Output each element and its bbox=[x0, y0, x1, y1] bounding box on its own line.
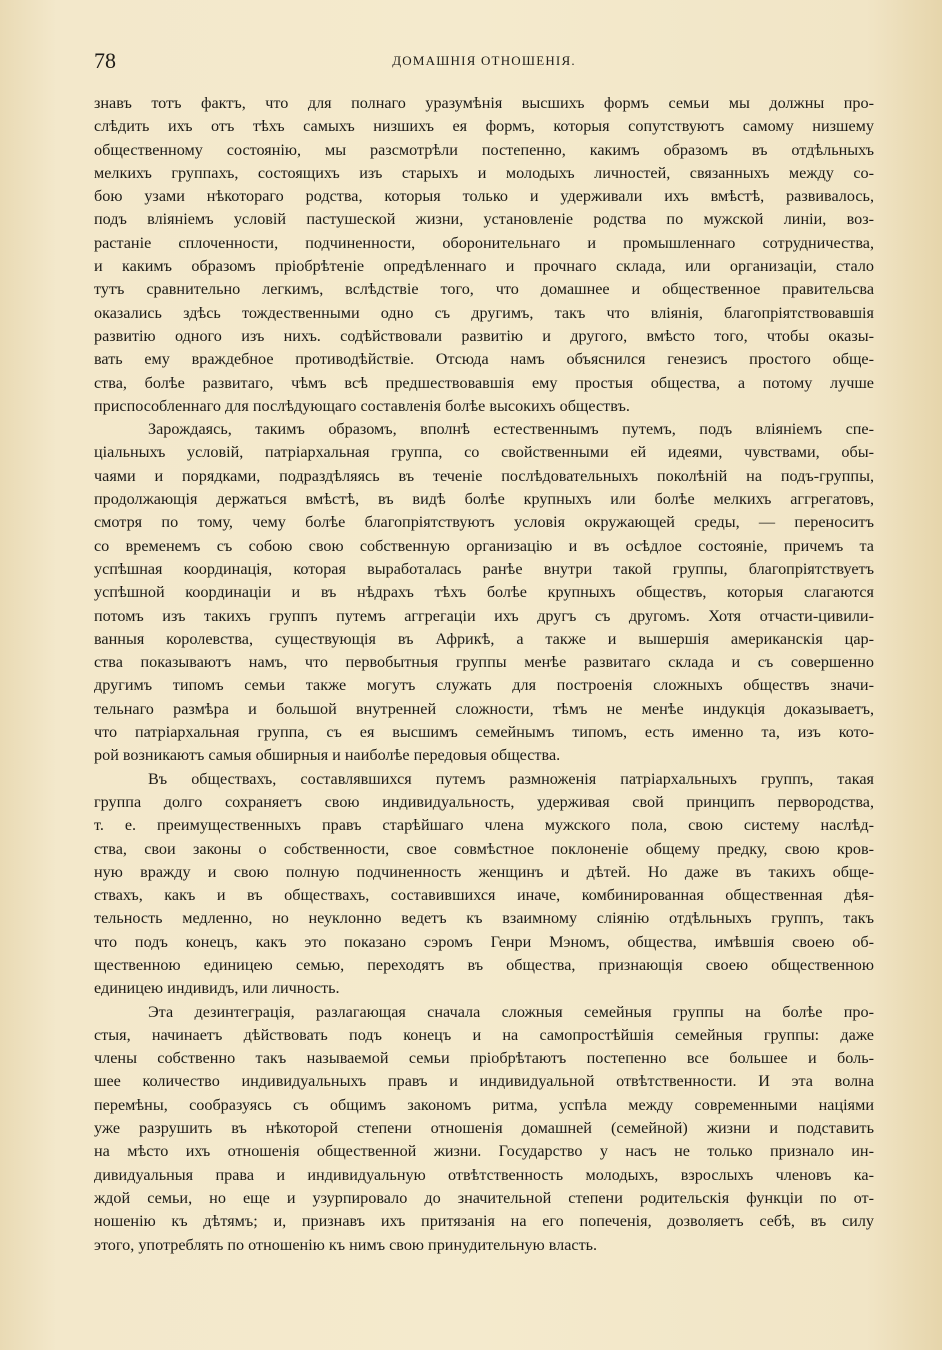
paragraph bbox=[94, 92, 874, 418]
text-line: что патріархальная группа, съ ея высшимъ семейнымъ типомъ, есть именно та, изъ кото- bbox=[94, 723, 874, 742]
text-line: ношенію къ дѣтямъ; и, признавъ ихъ притязанія на его попеченія, дозволяетъ себѣ, въ силу bbox=[94, 1212, 874, 1231]
text-line: бою узами нѣкотораго родства, которыя только и удерживали ихъ вмѣстѣ, развивалось, bbox=[94, 187, 874, 206]
text-line: рой возникаютъ самыя обширныя и наиболѣе передовыя общества. bbox=[94, 746, 561, 765]
text-line: дивидуальныя права и индивидуальную отвѣтственность молодыхъ, взрослыхъ членовъ ка- bbox=[94, 1165, 874, 1184]
page-number: 78 bbox=[94, 48, 116, 73]
text-line: другимъ типомъ семьи также могутъ служать для построенія сложныхъ обществъ значи- bbox=[94, 676, 874, 695]
text-line: успѣшной координаціи и въ нѣдрахъ тѣхъ болѣе крупныхъ обществъ, которыя слагаются bbox=[94, 583, 874, 602]
text-line: общественному состоянію, мы разсмотрѣли постепенно, какимъ образомъ въ отдѣльныхъ bbox=[94, 140, 874, 159]
text-line: успѣшная координація, которая выработалась ранѣе внутри такой группы, благопріятствуетъ bbox=[94, 559, 874, 578]
text-line: вать ему враждебное противодѣйствіе. Отсюда намъ объяснился генезисъ простого обще- bbox=[94, 350, 874, 369]
text-line: растаніе сплоченности, подчиненности, оборонительнаго и промышленнаго сотрудничества, bbox=[94, 233, 874, 252]
text-line: ждой семьи, но еще и узурпировало до значительной степени родительскія функціи по от- bbox=[94, 1188, 874, 1207]
body-text bbox=[94, 92, 874, 1257]
text-line: этого, употреблять по отношенію къ нимъ свою принудительную власть. bbox=[94, 1235, 598, 1254]
text-line: ства, болѣе развитаго, чѣмъ всѣ предшествовавшія ему простыя общества, а потому лучше bbox=[94, 373, 874, 392]
text-line: слѣдить ихъ отъ тѣхъ самыхъ низшихъ ея формъ, которыя сопутствуютъ самому низшему bbox=[94, 117, 874, 136]
text-line: ства показываютъ намъ, что первобытныя группы менѣе развитаго склада и съ совершенно bbox=[94, 653, 874, 672]
text-line: ціальныхъ условій, патріархальная группа, со свойственными ей идеями, чувствами, обы- bbox=[94, 443, 874, 462]
text-line: группа долго сохраняетъ свою индивидуальность, удерживая свой принципъ первородства, bbox=[94, 792, 874, 811]
text-line: щественною единицею семью, переходятъ въ общества, признающія своею общественною bbox=[94, 955, 874, 974]
text-line: уже разрушить въ нѣкоторой степени отношенія домашней (семейной) жизни и подставить bbox=[94, 1119, 874, 1138]
text-line: единицею индивидъ, или личность. bbox=[94, 979, 340, 998]
text-line: т. е. преимущественныхъ правъ старѣйшаго члена мужского пола, свою систему наслѣд- bbox=[94, 816, 874, 835]
text-line: тельность медленно, но неуклонно ведетъ къ взаимному сліянію отдѣльныхъ группъ, такъ bbox=[94, 909, 874, 928]
text-line: Зарождаясь, такимъ образомъ, вполнѣ естественнымъ путемъ, подъ вліяніемъ спе- bbox=[148, 420, 874, 439]
running-title: ДОМАШНІЯ ОТНОШЕНІЯ. bbox=[392, 53, 576, 68]
text-line: знавъ тотъ фактъ, что для полнаго уразумѣнія высшихъ формъ семьи мы должны про- bbox=[94, 94, 874, 112]
text-line: Эта дезинтеграція, разлагающая сначала сложныя семейныя группы на болѣе про- bbox=[148, 1002, 874, 1021]
paragraph bbox=[94, 418, 874, 767]
text-line: ную вражду и свою полную подчиненность женщинъ и дѣтей. Но даже въ такихъ обще- bbox=[94, 862, 874, 881]
paragraph bbox=[94, 1001, 874, 1257]
text-line: тутъ сравнительно легкимъ, вслѣдствіе того, что домашнее и общественное правительсва bbox=[94, 280, 874, 299]
text-line: продолжающія держаться вмѣстѣ, въ видѣ болѣе крупныхъ или болѣе мелкихъ аггрегатовъ, bbox=[94, 490, 874, 509]
text-line: ванныя королевства, существующія въ Африкѣ, а также и вышершія американскія цар- bbox=[94, 629, 874, 648]
text-line: потомъ изъ такихъ группъ путемъ аггрегаціи ихъ другъ съ другомъ. Хотя отчасти-цивили- bbox=[94, 606, 874, 625]
text-line: со временемъ съ собою свою собственную организацію и въ осѣдлое состояніе, причемъ та bbox=[94, 536, 874, 555]
text-line: перемѣны, сообразуясь съ общимъ закономъ ритма, успѣла между современными націями bbox=[94, 1095, 874, 1114]
text-line: ства, свои законы о собственности, свое совмѣстное поклоненіе общему предку, свою кров- bbox=[94, 839, 874, 858]
text-line: чаями и порядками, подраздѣляясь въ теченіе послѣдовательныхъ поколѣній на подъ-группы, bbox=[94, 466, 874, 485]
text-line: подъ вліяніемъ условій пастушеской жизни, установленіе родства по мужской линіи, воз- bbox=[94, 210, 874, 229]
text-line: и какимъ образомъ пріобрѣтеніе опредѣленнаго и прочнаго склада, или организаціи, стало bbox=[94, 257, 874, 276]
text-line: Въ обществахъ, составлявшихся путемъ размноженія патріархальныхъ группъ, такая bbox=[148, 769, 874, 788]
text-line: смотря по тому, чему болѣе благопріятствуютъ условія окружающей среды, — переноситъ bbox=[94, 513, 874, 532]
text-line: что подъ конецъ, какъ это показано сэромъ Генри Мэномъ, общества, имѣвшія своею об- bbox=[94, 932, 874, 951]
text-line: тельнаго размѣра и большой внутренней сложности, тѣмъ не менѣе индукція доказываетъ, bbox=[94, 699, 874, 718]
text-line: члены собственно такъ называемой семьи пріобрѣтаютъ постепенно все большее и боль- bbox=[94, 1049, 874, 1068]
text-line: ствахъ, какъ и въ обществахъ, составившихся иначе, комбинированная общественная дѣя- bbox=[94, 886, 874, 905]
text-line: оказались здѣсь тождественными одно съ другимъ, такъ что вліянія, благопріятствовавшія bbox=[94, 303, 874, 322]
text-line: на мѣсто ихъ отношенія общественной жизни. Государство у насъ не только признало ин- bbox=[94, 1142, 874, 1161]
text-line: развитію одного изъ нихъ. содѣйствовали развитію и другого, вмѣсто того, чтобы оказы- bbox=[94, 326, 874, 345]
text-line: мелкихъ группахъ, состоящихъ изъ старыхъ и молодыхъ личностей, связанныхъ между со- bbox=[94, 163, 874, 182]
paragraph bbox=[94, 768, 874, 1001]
text-line: стыя, начинаетъ дѣйствовать подъ конецъ и на самопростѣйшія семейныя группы: даже bbox=[94, 1025, 874, 1044]
text-line: приспособленнаго для послѣдующаго составленія болѣе высокихъ обществъ. bbox=[94, 396, 630, 415]
page-header bbox=[94, 48, 874, 74]
text-line: шее количество индивидуальныхъ правъ и индивидуальной отвѣтственности. И эта волна bbox=[94, 1072, 874, 1091]
